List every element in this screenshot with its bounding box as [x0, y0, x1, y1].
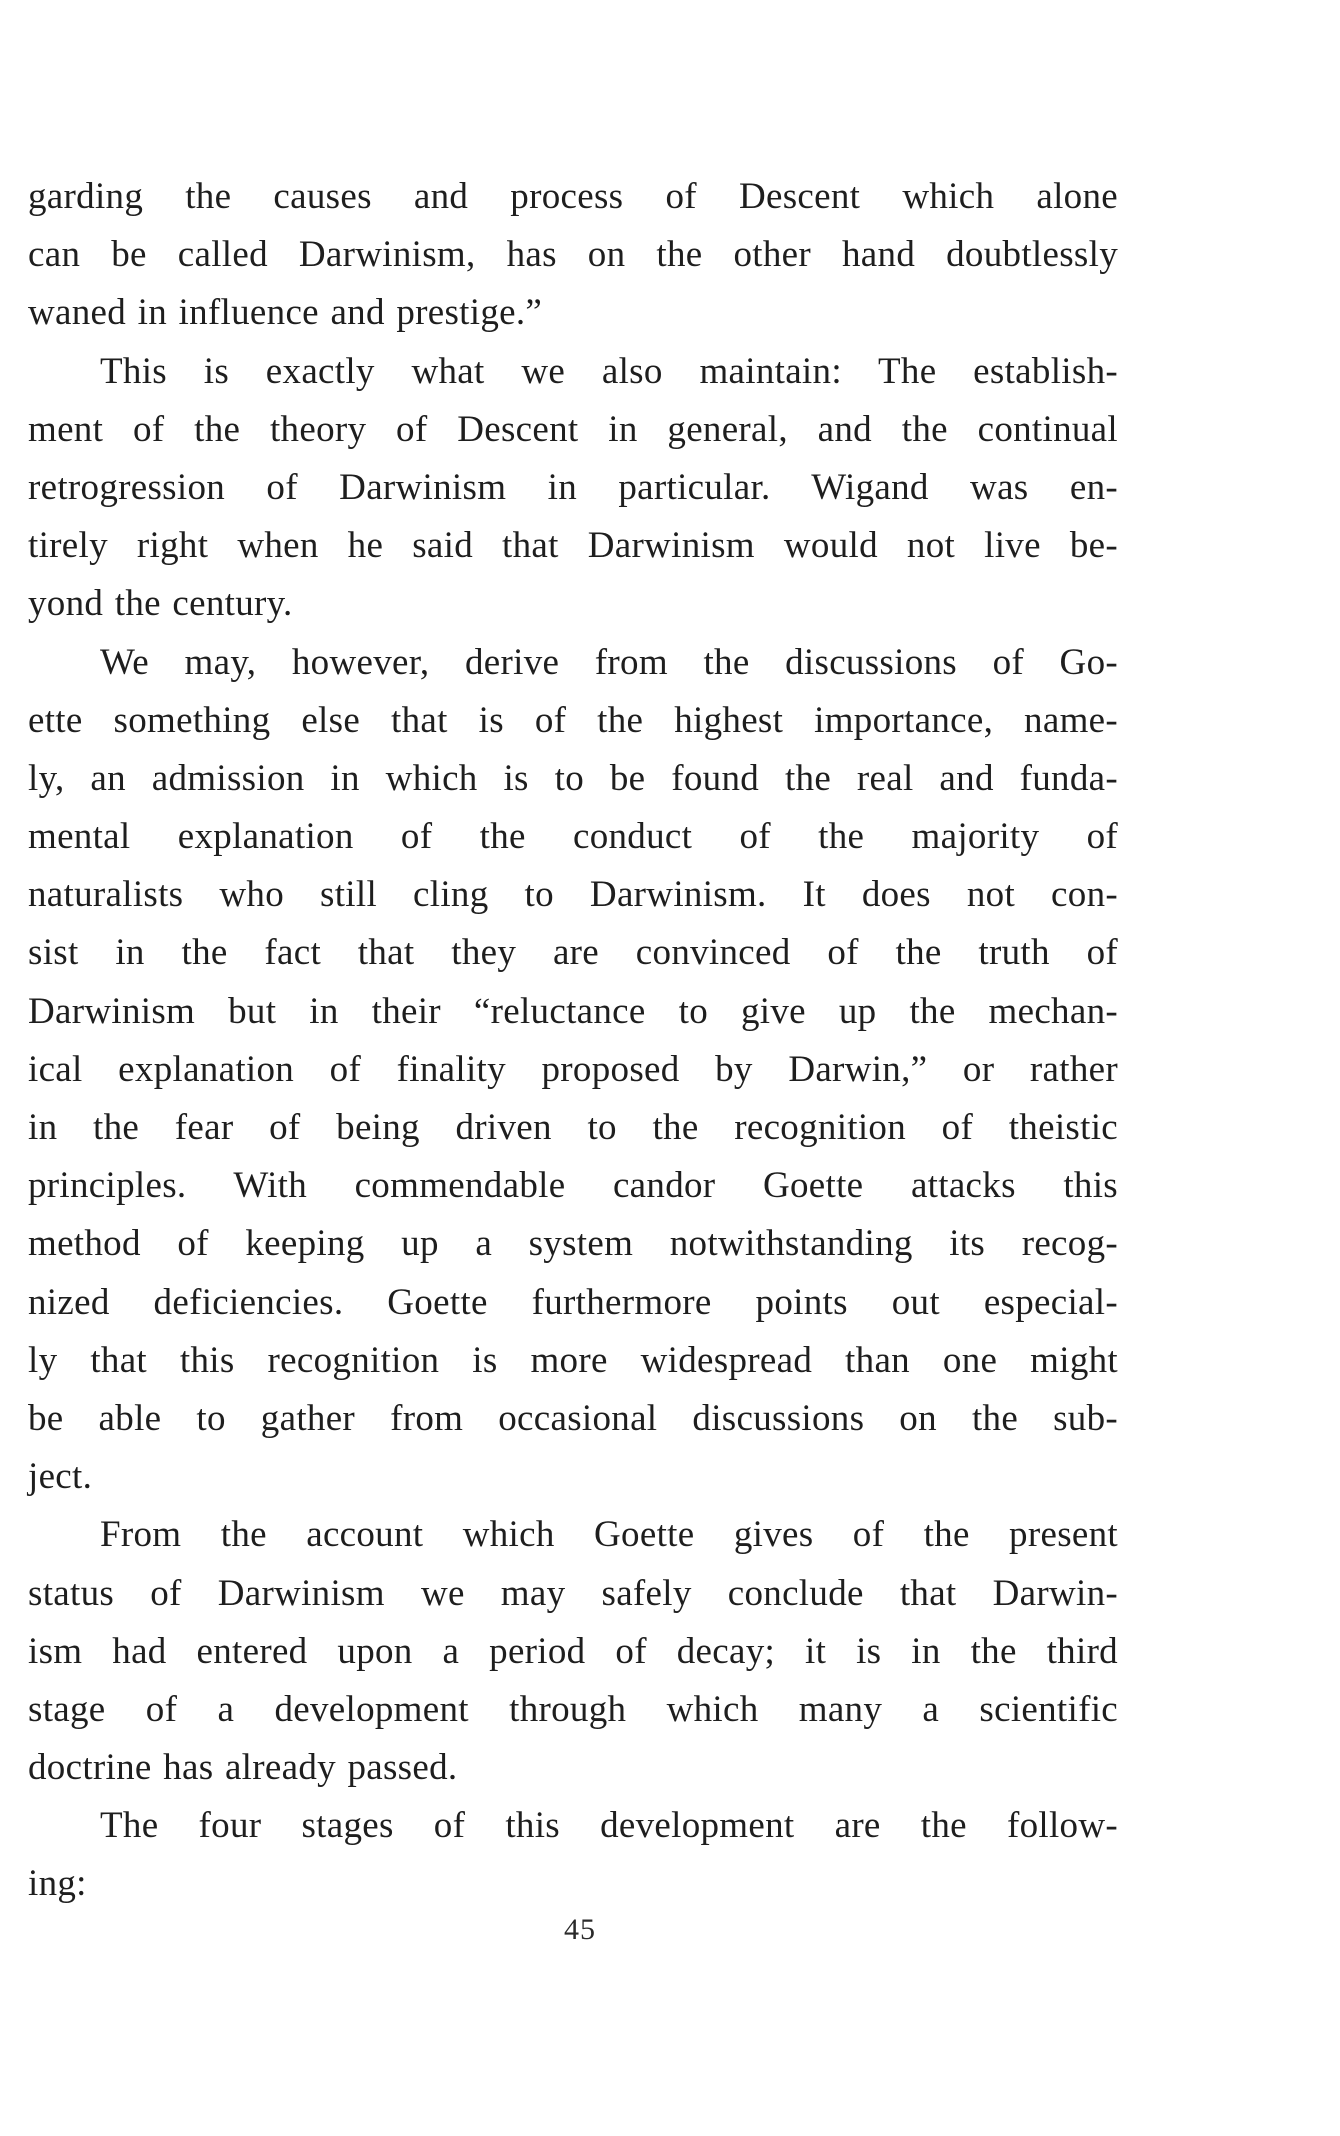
text-line: waned in influence and prestige.” — [28, 292, 543, 334]
text-line: stage of a development through which many a scientific — [28, 1688, 1118, 1730]
text-line: nized deficiencies. Goette furthermore points out especial- — [28, 1281, 1118, 1323]
body-text — [28, 168, 1118, 1914]
text-line: can be called Darwinism, has on the other hand doubtlessly — [28, 234, 1118, 276]
text-line: retrogression of Darwinism in particular. Wigand was en- — [28, 466, 1118, 508]
text-line: doctrine has already passed. — [28, 1747, 458, 1789]
text-line: status of Darwinism we may safely conclude that Darwin- — [28, 1572, 1118, 1614]
text-line: The four stages of this development are the follow- — [100, 1805, 1118, 1847]
text-line: ing: — [28, 1863, 87, 1905]
text-line: sist in the fact that they are convinced of the truth of — [28, 932, 1118, 974]
text-line: ette something else that is of the highest importance, name- — [28, 699, 1118, 741]
text-line: ly, an admission in which is to be found the real and funda- — [28, 757, 1118, 799]
text-line: From the account which Goette gives of the present — [100, 1514, 1118, 1556]
text-line: method of keeping up a system notwithstanding its recog- — [28, 1223, 1118, 1265]
text-line: This is exactly what we also maintain: The establish- — [100, 350, 1118, 392]
text-line: ical explanation of finality proposed by Darwin,” or rather — [28, 1048, 1118, 1090]
text-line: ism had entered upon a period of decay; it is in the third — [28, 1630, 1118, 1672]
text-line: ment of the theory of Descent in general, and the continual — [28, 408, 1118, 450]
text-line: be able to gather from occasional discussions on the sub- — [28, 1397, 1118, 1439]
text-line: yond the century. — [28, 583, 293, 625]
text-line: We may, however, derive from the discussions of Go- — [100, 641, 1118, 683]
text-line: naturalists who still cling to Darwinism. It does not con- — [28, 874, 1118, 916]
text-line: in the fear of being driven to the recognition of theistic — [28, 1107, 1118, 1148]
text-line: Darwinism but in their “reluctance to give up the mechan- — [28, 990, 1118, 1032]
text-line: tirely right when he said that Darwinism would not live be- — [28, 525, 1118, 567]
text-line: principles. With commendable candor Goette attacks this — [28, 1165, 1118, 1207]
page-number: 45 — [564, 1913, 596, 1946]
text-line: ly that this recognition is more widespread than one might — [28, 1339, 1118, 1381]
text-line: ject. — [28, 1456, 93, 1498]
text-line: garding the causes and process of Descent which alone — [28, 176, 1118, 217]
text-line: mental explanation of the conduct of the majority of — [28, 816, 1118, 858]
